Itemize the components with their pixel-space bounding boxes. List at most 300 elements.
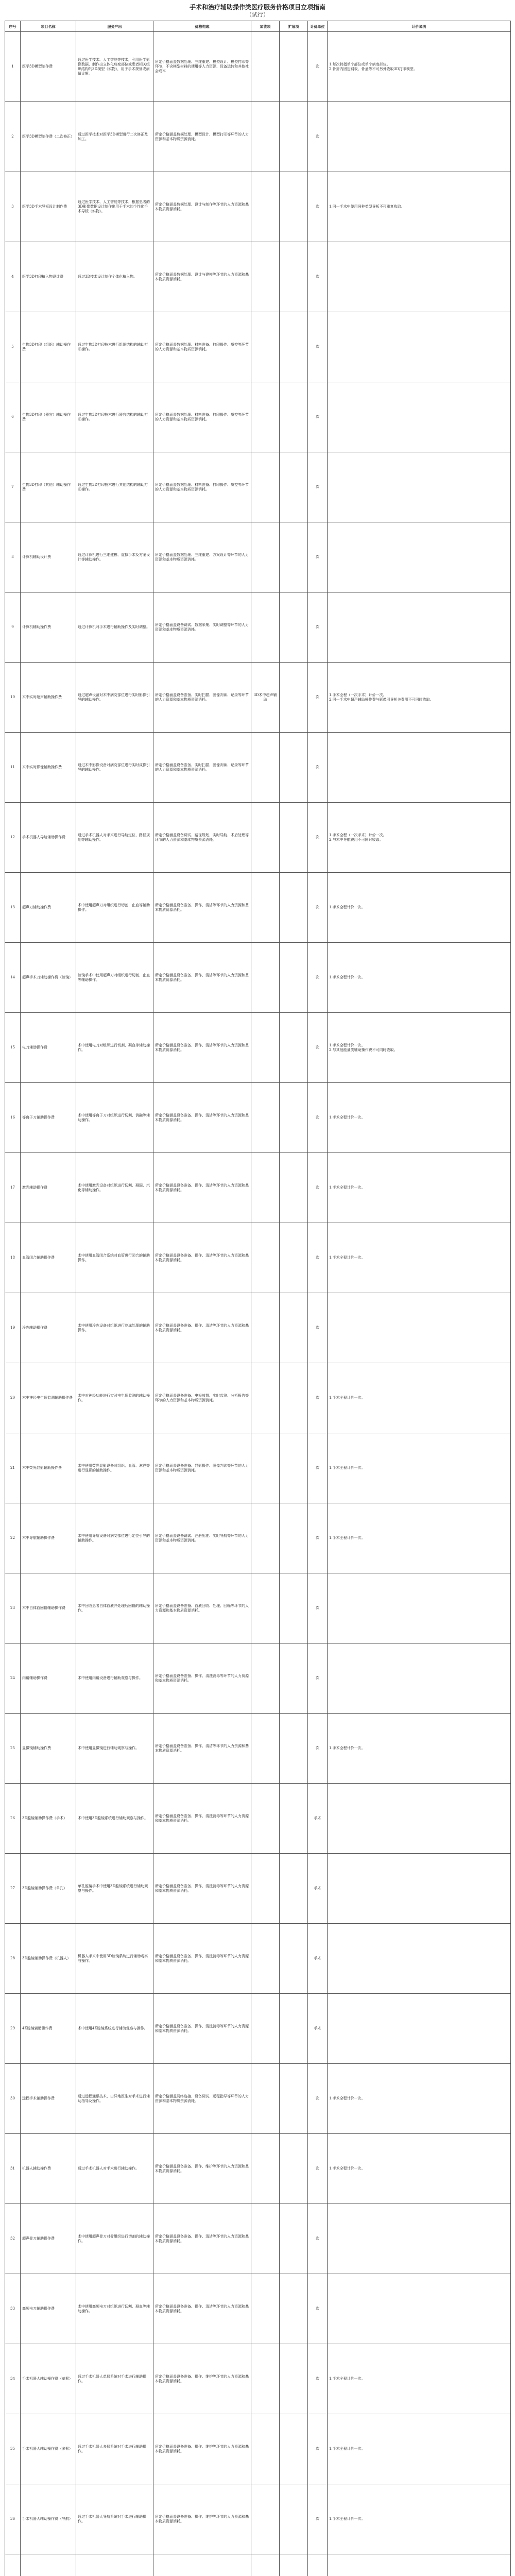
row-desc xyxy=(328,2204,511,2274)
row-unit: 次 xyxy=(308,1573,328,1643)
table-header-row xyxy=(5,21,511,32)
row-desc xyxy=(328,102,511,172)
row-unit: 次 xyxy=(308,1083,328,1153)
row-cost: 所定价格涵盖设备准备、操作、维护等环节的人力资源和基本物质资源消耗。 xyxy=(153,2414,251,2484)
row-unit: 次 xyxy=(308,2344,328,2414)
row-desc: 1.同一手术中使用同种类型导板不可重复收取。 xyxy=(328,172,511,242)
row-add xyxy=(251,2344,280,2414)
row-output: 术中对神经功能进行实时电生理监测的辅助操作。 xyxy=(76,1363,153,1433)
table-row xyxy=(5,1784,511,1854)
row-output: 通过计算机进行三维建模、虚拟手术及方案设计等辅助操作。 xyxy=(76,522,153,592)
row-ext xyxy=(280,1503,308,1573)
row-unit: 次 xyxy=(308,242,328,312)
row-add xyxy=(251,2204,280,2274)
row-cost: 所定价格涵盖设备调试、路径规划、实时导航、术后处理等环节的人力资源和基本物质资源消耗。 xyxy=(153,803,251,873)
table-row xyxy=(5,1573,511,1643)
row-no: 7 xyxy=(5,452,21,522)
row-add xyxy=(251,2484,280,2554)
row-name: 医学3D模型制作费 xyxy=(21,32,76,102)
row-name: 手术机器人辅助操作费（多臂） xyxy=(21,2414,76,2484)
table-row xyxy=(5,663,511,733)
row-unit: 次 xyxy=(308,1714,328,1784)
row-cost: 所定价格涵盖数据处理、设计与建模等环节的人力资源和基本物质资源消耗。 xyxy=(153,242,251,312)
row-no: 6 xyxy=(5,382,21,452)
row-ext xyxy=(280,1573,308,1643)
row-name: 高频电刀辅助操作费 xyxy=(21,2274,76,2344)
row-ext xyxy=(280,172,308,242)
row-cost: 所定价格涵盖设备准备、操作、清洁等环节的人力资源和基本物质资源消耗。 xyxy=(153,873,251,943)
row-name: 3D腔镜辅助操作费（机器人） xyxy=(21,1924,76,1994)
table-row xyxy=(5,2274,511,2344)
row-cost: 所定价格涵盖设备调试、注册配准、实时导航等环节的人力资源和基本物质资源消耗。 xyxy=(153,1503,251,1573)
row-unit: 次 xyxy=(308,382,328,452)
row-desc: 1.手术全程计价一次。 xyxy=(328,2064,511,2134)
table-row xyxy=(5,382,511,452)
row-ext xyxy=(280,1013,308,1083)
row-ext xyxy=(280,1223,308,1293)
row-no: 5 xyxy=(5,312,21,382)
table-row xyxy=(5,873,511,943)
row-no: 17 xyxy=(5,1153,21,1223)
row-no: 29 xyxy=(5,1994,21,2064)
row-cost: 所定价格涵盖设备准备、操作、清洗消毒等环节的人力资源和基本物质资源消耗。 xyxy=(153,1924,251,1994)
row-output: 术中使用超声刀对组织进行切割、止血等辅助操作。 xyxy=(76,873,153,943)
row-no: 24 xyxy=(5,1643,21,1714)
row-cost: 所定价格涵盖设备准备、操作、清洁等环节的人力资源和基本物质资源消耗。 xyxy=(153,1013,251,1083)
row-unit: 次 xyxy=(308,1013,328,1083)
table-row xyxy=(5,1854,511,1924)
row-unit: 手术 xyxy=(308,1854,328,1924)
row-ext xyxy=(280,32,308,102)
row-unit: 手术 xyxy=(308,1784,328,1854)
table-row xyxy=(5,2484,511,2554)
row-add xyxy=(251,1994,280,2064)
row-output: 通过远程通讯技术，由异地医生对手术进行辅助指导及操作。 xyxy=(76,2064,153,2134)
row-ext xyxy=(280,2554,308,2576)
row-no: 22 xyxy=(5,1503,21,1573)
row-name: 内镜辅助操作费 xyxy=(21,1643,76,1714)
header-unit: 计价单位 xyxy=(308,21,328,32)
row-cost: 所定价格涵盖设备准备、实时扫描、图像判读、记录等环节的人力资源和基本物质资源消耗。 xyxy=(153,663,251,733)
row-desc xyxy=(328,1573,511,1643)
row-add xyxy=(251,2134,280,2204)
row-desc: 1.手术全程计价一次。 2.与其他能量类辅助操作费不可同时收取。 xyxy=(328,1013,511,1083)
row-output: 术中回收患者自体血液并处理后回输的辅助操作。 xyxy=(76,1573,153,1643)
row-add xyxy=(251,1293,280,1363)
document-title: 手术和治疗辅助操作类医疗服务价格项目立项指南 xyxy=(189,4,325,11)
table-row xyxy=(5,943,511,1013)
row-output: 通过手术机器人对手术进行导航定位、路径规划等辅助操作。 xyxy=(76,803,153,873)
row-add xyxy=(251,2274,280,2344)
row-cost: 所定价格涵盖设备准备、操作、清洗消毒等环节的人力资源和基本物质资源消耗。 xyxy=(153,1643,251,1714)
header-no: 序号 xyxy=(5,21,21,32)
row-output: 通过术中影像设备对病变部位进行实时成像引导的辅助操作。 xyxy=(76,733,153,803)
row-ext xyxy=(280,1083,308,1153)
row-desc xyxy=(328,522,511,592)
row-desc xyxy=(328,592,511,663)
row-no: 4 xyxy=(5,242,21,312)
table-row xyxy=(5,2134,511,2204)
row-desc xyxy=(328,382,511,452)
row-ext xyxy=(280,2134,308,2204)
table-row xyxy=(5,2204,511,2274)
row-desc: 1.手术全程计价一次。 xyxy=(328,2414,511,2484)
row-no: 18 xyxy=(5,1223,21,1293)
row-add xyxy=(251,1854,280,1924)
row-ext xyxy=(280,873,308,943)
row-ext xyxy=(280,592,308,663)
row-desc: 1.手术全程计价一次。 xyxy=(328,1083,511,1153)
row-ext xyxy=(280,382,308,452)
row-cost: 所定价格涵盖设备准备、操作、维护等环节的人力资源和基本物质资源消耗。 xyxy=(153,2484,251,2554)
row-name: 3D腔镜辅助操作费（单孔） xyxy=(21,1854,76,1924)
row-add: 3D术中超声辅助 xyxy=(251,663,280,733)
row-output: 术中使用冷冻设备对组织进行冷冻处理的辅助操作。 xyxy=(76,1293,153,1363)
row-ext xyxy=(280,2064,308,2134)
row-add xyxy=(251,382,280,452)
row-output: 术中使用激光设备对组织进行切割、凝固、汽化等辅助操作。 xyxy=(76,1153,153,1223)
row-no: 25 xyxy=(5,1714,21,1784)
row-add xyxy=(251,1363,280,1433)
row-no: 13 xyxy=(5,873,21,943)
row-desc xyxy=(328,1643,511,1714)
table-row xyxy=(5,1083,511,1153)
row-no: 34 xyxy=(5,2344,21,2414)
row-name: 激光辅助操作费 xyxy=(21,1153,76,1223)
row-name: 术中导航辅助操作费 xyxy=(21,1503,76,1573)
table-row xyxy=(5,1924,511,1994)
row-ext xyxy=(280,1643,308,1714)
row-ext xyxy=(280,1363,308,1433)
table-row xyxy=(5,2344,511,2414)
document-subtitle: （试行） xyxy=(246,11,269,18)
row-name: 等离子刀辅助操作费 xyxy=(21,1083,76,1153)
row-ext xyxy=(280,1924,308,1994)
row-add xyxy=(251,1083,280,1153)
row-name: 术中实时影像辅助操作费 xyxy=(21,733,76,803)
table-row xyxy=(5,803,511,873)
row-add xyxy=(251,873,280,943)
row-output: 术中使用电刀对组织进行切割、凝血等辅助操作。 xyxy=(76,1013,153,1083)
row-unit: 次 xyxy=(308,312,328,382)
row-desc xyxy=(328,312,511,382)
row-no: 9 xyxy=(5,592,21,663)
row-add xyxy=(251,1433,280,1503)
row-name: 超声刀辅助操作费 xyxy=(21,873,76,943)
row-name: 超声骨刀辅助操作费 xyxy=(21,2204,76,2274)
row-output: 通过医学技术、人工智能等技术，根据患者的3D影像数据设计制作出用于手术的个性化手术导板（实物）。 xyxy=(76,172,153,242)
row-cost: 所定价格涵盖设备准备、操作、清洁等环节的人力资源和基本物质资源消耗。 xyxy=(153,1083,251,1153)
row-cost: 所定价格涵盖设备调试、数据采集、实时调整等环节的人力资源和基本物质资源消耗。 xyxy=(153,592,251,663)
row-add xyxy=(251,803,280,873)
row-add xyxy=(251,172,280,242)
row-cost: 所定价格涵盖设备准备、操作、清洁等环节的人力资源和基本物质资源消耗。 xyxy=(153,2274,251,2344)
row-output: 通过医学技术、人工智能等技术，利用医学影像数据，制作出立体化病变部位或患者相关组织结构的3D模型（实物），用于手术规划或病情诊断。 xyxy=(76,32,153,102)
row-no: 16 xyxy=(5,1083,21,1153)
table-row xyxy=(5,452,511,522)
row-ext xyxy=(280,522,308,592)
row-no: 33 xyxy=(5,2274,21,2344)
row-name: 计算机辅助操作费 xyxy=(21,592,76,663)
row-cost: 所定价格涵盖设备准备、显影操作、图像判读等环节的人力资源和基本物质资源消耗。 xyxy=(153,1433,251,1503)
row-unit: 次 xyxy=(308,1503,328,1573)
row-output: 术中使用3D腔镜系统进行辅助观察与操作。 xyxy=(76,1784,153,1854)
row-name: 显微镜辅助操作费 xyxy=(21,1714,76,1784)
header-output: 服务产出 xyxy=(76,21,153,32)
row-ext xyxy=(280,733,308,803)
row-name: 机器人辅助操作费 xyxy=(21,2134,76,2204)
row-add xyxy=(251,1573,280,1643)
row-no: 8 xyxy=(5,522,21,592)
row-no: 10 xyxy=(5,663,21,733)
row-no: 30 xyxy=(5,2064,21,2134)
row-name: 手术机器人辅助操作费（单臂） xyxy=(21,2344,76,2414)
row-name: 生物3D打印（组织）辅助操作费 xyxy=(21,312,76,382)
row-add xyxy=(251,1153,280,1223)
row-desc xyxy=(328,242,511,312)
row-name: 远程手术辅助操作费 xyxy=(21,2064,76,2134)
table-row xyxy=(5,102,511,172)
row-cost: 所定价格涵盖设备准备、操作、清洁等环节的人力资源和基本物质资源消耗。 xyxy=(153,1153,251,1223)
table-row xyxy=(5,2554,511,2576)
row-unit: 次 xyxy=(308,2484,328,2554)
row-add xyxy=(251,733,280,803)
row-add xyxy=(251,1223,280,1293)
row-ext xyxy=(280,943,308,1013)
row-desc: 1.手术全程计价一次。 xyxy=(328,1503,511,1573)
row-unit: 次 xyxy=(308,2274,328,2344)
row-add xyxy=(251,2064,280,2134)
row-cost: 所定价格涵盖设备准备、操作、清洁等环节的人力资源和基本物质资源消耗。 xyxy=(153,1293,251,1363)
row-name: 医学3D手术导板设计制作费 xyxy=(21,172,76,242)
row-unit: 次 xyxy=(308,1433,328,1503)
row-add xyxy=(251,32,280,102)
table-row xyxy=(5,1643,511,1714)
row-no: 19 xyxy=(5,1293,21,1363)
row-no: 11 xyxy=(5,733,21,803)
row-desc: 1.手术全程计价一次。 xyxy=(328,1153,511,1223)
row-unit: 次 xyxy=(308,2064,328,2134)
row-output: 术中使用4K腔镜系统进行辅助观察与操作。 xyxy=(76,1994,153,2064)
row-name: 手术机器人导航辅助操作费 xyxy=(21,803,76,873)
row-desc: 1.手术全程计价一次。 xyxy=(328,1433,511,1503)
row-add xyxy=(251,1714,280,1784)
row-cost: 所定价格涵盖设备准备、操作、清洁等环节的人力资源和基本物质资源消耗。 xyxy=(153,1714,251,1784)
row-no: 31 xyxy=(5,2134,21,2204)
table-row xyxy=(5,32,511,102)
row-no: 15 xyxy=(5,1013,21,1083)
row-no: 14 xyxy=(5,943,21,1013)
row-name: 血管闭合辅助操作费 xyxy=(21,1223,76,1293)
row-output: 通过手术机器人导航系统对手术进行辅助操作。 xyxy=(76,2484,153,2554)
row-ext xyxy=(280,1854,308,1924)
row-desc: 1.手术全程计价一次。 xyxy=(328,2484,511,2554)
row-unit: 次 xyxy=(308,733,328,803)
row-name: 4K腔镜辅助操作费 xyxy=(21,1994,76,2064)
row-cost: 所定价格涵盖设备准备、操作、清洁等环节的人力资源和基本物质资源消耗。 xyxy=(153,2204,251,2274)
row-desc xyxy=(328,1994,511,2064)
row-output: 术中使用导航设备对病变部位进行定位引导的辅助操作。 xyxy=(76,1503,153,1573)
row-ext xyxy=(280,2344,308,2414)
table-row xyxy=(5,2414,511,2484)
row-cost: 所定价格涵盖网络连接、设备调试、远程指导等环节的人力资源和基本物质资源消耗。 xyxy=(153,2064,251,2134)
row-add xyxy=(251,452,280,522)
row-ext xyxy=(280,1153,308,1223)
row-output: 通过手术机器人多臂系统对手术进行辅助操作。 xyxy=(76,2414,153,2484)
row-name: 手术机器人辅助操作费（导航） xyxy=(21,2484,76,2554)
row-output: 腔镜手术中使用超声刀对组织进行切割、止血等辅助操作。 xyxy=(76,943,153,1013)
row-output: 术中使用等离子刀对组织进行切割、消融等辅助操作。 xyxy=(76,1083,153,1153)
row-name: 冷冻辅助操作费 xyxy=(21,1293,76,1363)
row-desc: 1.手术全程计价一次。 xyxy=(328,2344,511,2414)
row-desc xyxy=(328,452,511,522)
row-name: 术中实时超声辅助操作费 xyxy=(21,663,76,733)
row-ext xyxy=(280,2274,308,2344)
row-add xyxy=(251,522,280,592)
row-unit: 次 xyxy=(308,873,328,943)
row-unit: 次 xyxy=(308,2134,328,2204)
table-row xyxy=(5,1153,511,1223)
row-add xyxy=(251,943,280,1013)
row-desc: 1.手术全程计价一次。 xyxy=(328,873,511,943)
row-no: 12 xyxy=(5,803,21,873)
row-desc xyxy=(328,1784,511,1854)
row-ext xyxy=(280,2204,308,2274)
row-output: 术中使用超声骨刀对骨组织进行切割的辅助操作。 xyxy=(76,2204,153,2274)
row-add xyxy=(251,102,280,172)
row-no: 2 xyxy=(5,102,21,172)
table-row xyxy=(5,1293,511,1363)
row-cost: 所定价格涵盖数据处理、模型设计、模型打印等环节的人力资源和基本物质资源消耗。 xyxy=(153,102,251,172)
row-add xyxy=(251,1013,280,1083)
row-cost: 所定价格涵盖设备准备、操作、维护等环节的人力资源和基本物质资源消耗。 xyxy=(153,2344,251,2414)
row-unit xyxy=(308,2554,328,2576)
row-output: 通过生物3D打印技术进行其他结构的辅助打印操作。 xyxy=(76,452,153,522)
row-unit: 次 xyxy=(308,1293,328,1363)
row-output xyxy=(76,2554,153,2576)
row-unit: 次 xyxy=(308,32,328,102)
row-name: 术中自体血回输辅助操作费 xyxy=(21,1573,76,1643)
row-name: 术中荧光显影辅助操作费 xyxy=(21,1433,76,1503)
row-ext xyxy=(280,242,308,312)
row-output: 通过生物3D打印技术进行器官结构的辅助打印操作。 xyxy=(76,382,153,452)
row-desc: 1.手术全程（一次手术）计价一次。 2.同一手术中超声辅助操作费与影像引导相关费用不可同时收取。 xyxy=(328,663,511,733)
row-output: 术中使用内镜设备进行辅助观察与操作。 xyxy=(76,1643,153,1714)
row-unit: 次 xyxy=(308,1643,328,1714)
row-add xyxy=(251,242,280,312)
row-output: 通过医学技术对医学3D模型进行二次修正及加工。 xyxy=(76,102,153,172)
row-add xyxy=(251,1503,280,1573)
row-output: 术中使用高频电刀对组织进行切割、凝血等辅助操作。 xyxy=(76,2274,153,2344)
row-desc xyxy=(328,1924,511,1994)
row-output: 术中使用显微镜进行辅助观察与操作。 xyxy=(76,1714,153,1784)
row-ext xyxy=(280,2414,308,2484)
row-unit: 手术 xyxy=(308,1994,328,2064)
row-name: 计算机辅助设计费 xyxy=(21,522,76,592)
row-no: 1 xyxy=(5,32,21,102)
row-no xyxy=(5,2554,21,2576)
row-no: 21 xyxy=(5,1433,21,1503)
row-unit: 次 xyxy=(308,803,328,873)
row-desc xyxy=(328,733,511,803)
row-desc xyxy=(328,1293,511,1363)
row-desc: 1.手术全程（一次手术）计价一次。 2.与术中导航费用不可同时收取。 xyxy=(328,803,511,873)
table-row xyxy=(5,1994,511,2064)
row-cost: 所定价格涵盖设备准备、操作、清洁等环节的人力资源和基本物质资源消耗。 xyxy=(153,1223,251,1293)
row-no: 26 xyxy=(5,1784,21,1854)
row-cost: 所定价格涵盖设备准备、操作、维护等环节的人力资源和基本物质资源消耗。 xyxy=(153,2134,251,2204)
row-desc xyxy=(328,2554,511,2576)
row-cost: 所定价格涵盖设备准备、电极放置、实时监测、分析报告等环节的人力资源和基本物质资源消耗。 xyxy=(153,1363,251,1433)
header-cost: 价格构成 xyxy=(153,21,251,32)
row-output: 通过生物3D打印技术进行组织结构的辅助打印操作。 xyxy=(76,312,153,382)
table-row xyxy=(5,1433,511,1503)
row-cost: 所定价格涵盖数据处理、材料准备、打印操作、质控等环节的人力资源和基本物质资源消耗。 xyxy=(153,452,251,522)
row-unit: 手术 xyxy=(308,1924,328,1994)
header-add: 加收项 xyxy=(251,21,280,32)
table-row xyxy=(5,522,511,592)
row-cost: 所定价格涵盖数据处理、设计与制作等环节的人力资源和基本物质资源消耗。 xyxy=(153,172,251,242)
row-output: 通过3D技术设计制作个体化植入物。 xyxy=(76,242,153,312)
table-row xyxy=(5,242,511,312)
price-item-table xyxy=(5,21,511,2576)
row-output: 通过手术机器人单臂系统对手术进行辅助操作。 xyxy=(76,2344,153,2414)
row-name: 医学3D模型制作费（二次修正） xyxy=(21,102,76,172)
row-unit: 次 xyxy=(308,2204,328,2274)
row-name: 3D腔镜辅助操作费（手术） xyxy=(21,1784,76,1854)
table-row xyxy=(5,312,511,382)
row-add xyxy=(251,1643,280,1714)
row-desc xyxy=(328,1854,511,1924)
row-cost: 所定价格涵盖设备准备、操作、清洗消毒等环节的人力资源和基本物质资源消耗。 xyxy=(153,1854,251,1924)
row-desc: 1.手术全程计价一次。 xyxy=(328,1223,511,1293)
table-row xyxy=(5,1013,511,1083)
row-add xyxy=(251,312,280,382)
row-cost: 所定价格涵盖数据处理、材料准备、打印操作、质控等环节的人力资源和基本物质资源消耗。 xyxy=(153,312,251,382)
row-cost: 所定价格涵盖设备准备、操作、清洗消毒等环节的人力资源和基本物质资源消耗。 xyxy=(153,1994,251,2064)
row-ext xyxy=(280,663,308,733)
row-unit: 次 xyxy=(308,1153,328,1223)
row-cost: 所定价格涵盖设备准备、实时扫描、图像判读、记录等环节的人力资源和基本物质资源消耗。 xyxy=(153,733,251,803)
row-unit: 次 xyxy=(308,522,328,592)
header-ext: 扩展项 xyxy=(280,21,308,32)
row-unit: 次 xyxy=(308,1363,328,1433)
row-add xyxy=(251,592,280,663)
table-body xyxy=(5,32,511,2576)
row-ext xyxy=(280,1714,308,1784)
row-desc: 1.手术全程计价一次。 xyxy=(328,1363,511,1433)
row-add xyxy=(251,1924,280,1994)
table-row xyxy=(5,172,511,242)
row-cost: 所定价格涵盖设备准备、操作、清洁等环节的人力资源和基本物质资源消耗。 xyxy=(153,943,251,1013)
row-output: 通过计算机对手术进行辅助操作及实时调整。 xyxy=(76,592,153,663)
table-row xyxy=(5,1503,511,1573)
row-no: 23 xyxy=(5,1573,21,1643)
row-output: 通过手术机器人对手术进行辅助操作。 xyxy=(76,2134,153,2204)
row-add xyxy=(251,2414,280,2484)
row-output: 术中使用血管闭合系统对血管进行闭合的辅助操作。 xyxy=(76,1223,153,1293)
table-row xyxy=(5,2064,511,2134)
row-ext xyxy=(280,2484,308,2554)
row-unit: 次 xyxy=(308,663,328,733)
row-cost: 所定价格涵盖数据处理、材料准备、打印操作、质控等环节的人力资源和基本物质资源消耗。 xyxy=(153,382,251,452)
header-desc: 计价说明 xyxy=(328,21,511,32)
row-no: 3 xyxy=(5,172,21,242)
row-output: 通过超声设备对术中病变部位进行实时影像引导的辅助操作。 xyxy=(76,663,153,733)
row-unit: 次 xyxy=(308,943,328,1013)
table-row xyxy=(5,592,511,663)
row-desc: 1.手术全程计价一次。 xyxy=(328,2134,511,2204)
